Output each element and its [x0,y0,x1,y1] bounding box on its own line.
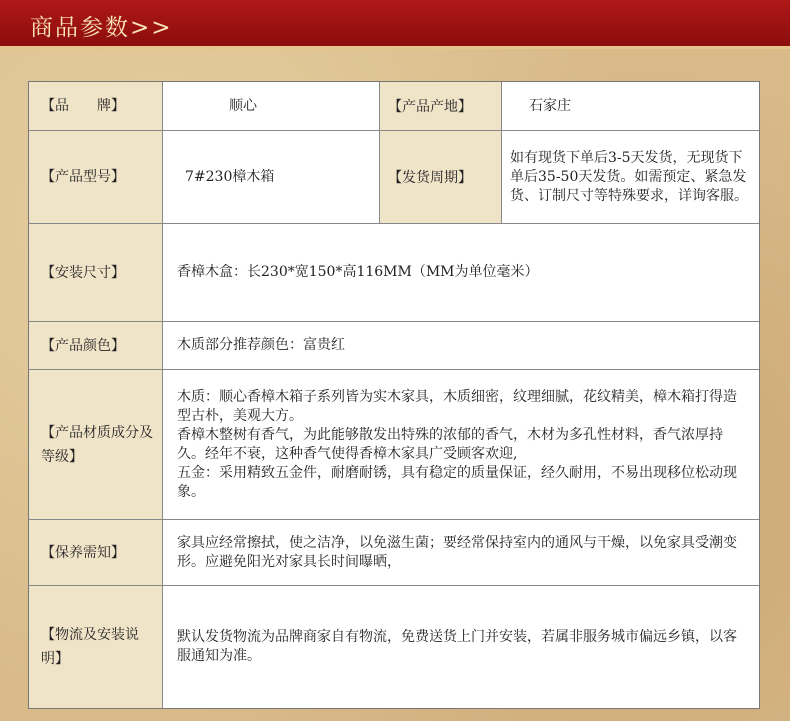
material-value [177,370,747,519]
row-logistics [29,586,759,708]
brand-label: 【品 牌】 [29,82,163,130]
header-bar [0,0,790,49]
row-material [29,370,759,520]
delivery-value: 如有现货下单后3-5天发货，无现货下单后35-50天发货。如需预定、紧急发货、订制尺寸等特殊要求，详询客服。 [510,149,748,204]
row-model [29,131,759,224]
brand-value: 顺心 [229,97,257,114]
params-table [28,81,760,709]
size-label: 【安装尺寸】 [29,224,163,321]
model-value: 7#230樟木箱 [185,168,275,185]
material-hardware-text: 五金：采用精致五金件，耐磨耐锈，具有稳定的质量保证，经久耐用，不易出现移位松动现象。 [177,464,737,500]
size-value: 香樟木盒：长230*宽150*高116MM（MM为单位毫米） [177,264,539,280]
row-color [29,322,759,370]
delivery-label: 【发货周期】 [379,131,502,223]
origin-label: 【产品产地】 [379,82,502,130]
care-value: 家具应经常擦拭，使之洁净，以免滋生菌；要经常保持室内的通风与干燥，以免家具受潮变形。应避免阳光对家具长时间曝晒， [177,534,737,570]
material-aroma-text: 香樟木整树有香气，为此能够散发出特殊的浓郁的香气，木材为多孔性材料，香气浓厚持久。经年不衰，这种香气使得香樟木家具广受顾客欢迎, [177,426,723,462]
logistics-value: 默认发货物流为品牌商家自有物流，免费送货上门并安装，若属非服务城市偏远乡镇，以客服通知为准。 [177,629,737,664]
model-label: 【产品型号】 [29,131,163,223]
material-wood-text: 木质：顺心香樟木箱子系列皆为实木家具，木质细密，纹理细腻，花纹精美，樟木箱打得造型古朴，美观大方。 [177,388,737,424]
row-size [29,224,759,322]
color-label: 【产品颜色】 [29,322,163,369]
row-brand [29,82,759,131]
origin-value: 石家庄 [529,97,571,114]
section-title: 商品参数>> [30,15,173,41]
row-care [29,520,759,586]
material-label: 【产品材质成分及等级】 [29,370,163,519]
color-value: 木质部分推荐颜色：富贵红 [177,337,345,353]
care-label: 【保养需知】 [29,520,163,585]
logistics-label: 【物流及安装说明】 [29,586,163,708]
